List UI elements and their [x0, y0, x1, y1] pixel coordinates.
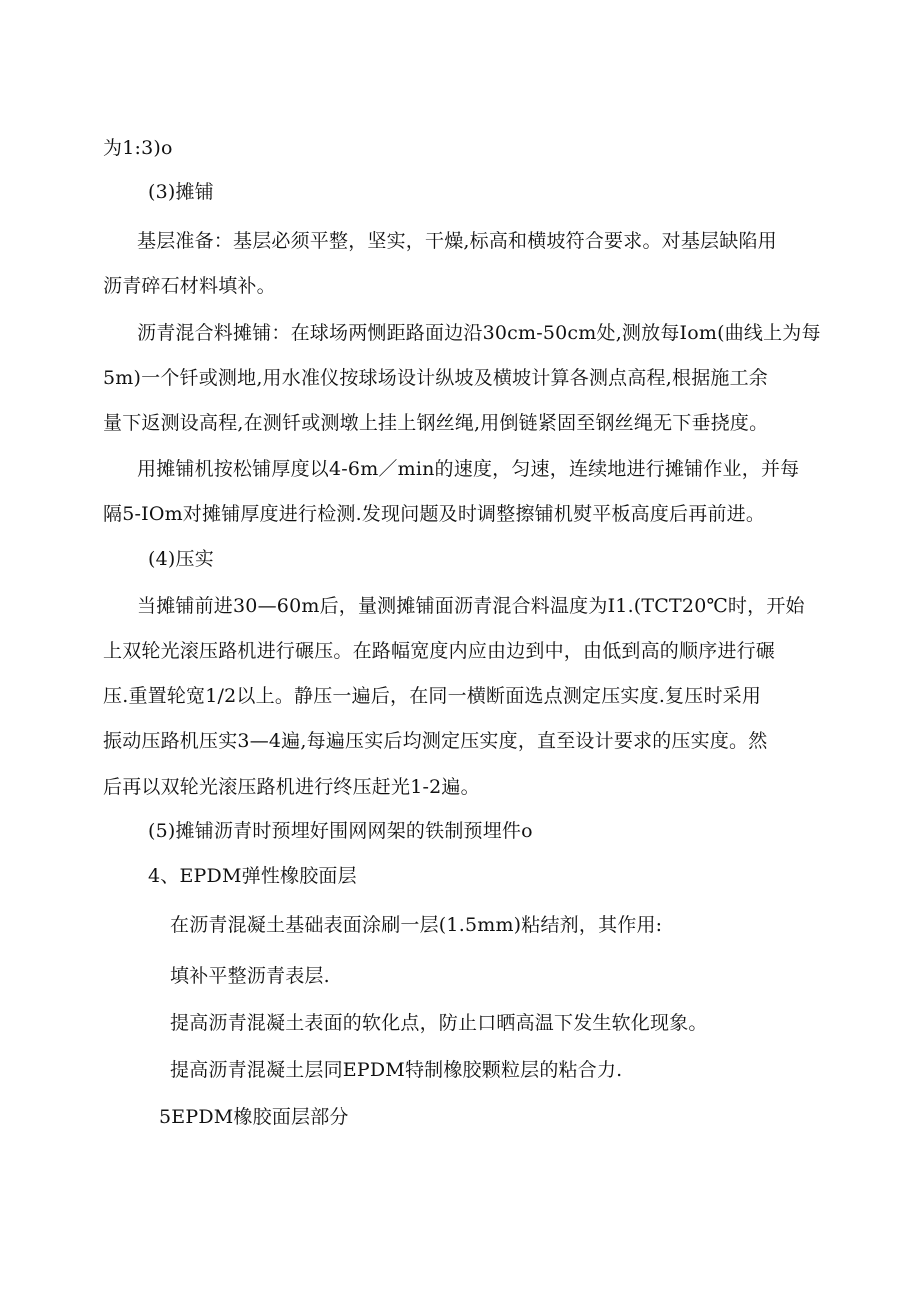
- section-heading-4: (4)压实: [148, 548, 214, 570]
- section-heading-5: (5)摊铺沥青时预埋好围网网架的铁制预埋件o: [148, 820, 533, 842]
- text-line-4: 沥青碎石材料填补。: [103, 275, 276, 297]
- text-line-20: 提高沥青混凝土表面的软化点，防止口晒高温下发生软化现象。: [170, 1012, 708, 1034]
- text-line-8: 用摊铺机按松铺厚度以4-6m／min的速度，匀速，连续地进行摊铺作业，并每: [137, 458, 800, 480]
- text-line-19: 填补平整沥青表层.: [170, 965, 330, 987]
- text-line-15: 后再以双轮光滚压路机进行终压赶光1-2遍。: [103, 776, 480, 798]
- section-heading-epdm: 4、EPDM弹性橡胶面层: [148, 865, 357, 887]
- text-line-9: 隔5-IOm对摊铺厚度进行检测.发现问题及时调整擦铺机熨平板高度后再前进。: [103, 503, 766, 525]
- text-line-1: 为1:3)o: [103, 137, 173, 159]
- section-heading-3: (3)摊铺: [148, 181, 214, 203]
- text-line-21: 提高沥青混凝土层同EPDM特制橡胶颗粒层的粘合力.: [170, 1059, 623, 1081]
- text-line-7: 量下返测设高程,在测钎或测墩上挂上钢丝绳,用倒链紧固至钢丝绳无下垂挠度。: [103, 412, 769, 434]
- text-line-12: 上双轮光滚压路机进行碾压。在路幅宽度内应由边到中，由低到高的顺序进行碾: [103, 640, 776, 662]
- text-line-5: 沥青混合料摊铺：在球场两恻距路面边沿30cm-50cm处,测放每Iom(曲线上为每: [137, 322, 821, 344]
- text-line-13: 压.重置轮宽1/2以上。静压一遍后，在同一横断面选点测定压实度.复压时采用: [103, 685, 762, 707]
- section-heading-epdm-5: 5EPDM橡胶面层部分: [159, 1106, 349, 1128]
- text-line-6: 5m)一个钎或测地,用水准仪按球场设计纵坡及横坡计算各测点高程,根据施工余: [103, 367, 768, 389]
- text-line-3: 基层准备：基层必须平整，坚实，干燥,标高和横坡符合要求。对基层缺陷用: [137, 230, 777, 252]
- text-line-14: 振动压路机压实3—4遍,每遍压实后均测定压实度，直至设计要求的压实度。然: [103, 730, 768, 752]
- text-line-11: 当摊铺前进30—60m后，量测摊铺面沥青混合料温度为I1.(TCT20℃时，开始: [137, 595, 805, 617]
- text-line-18: 在沥青混凝土基础表面涂刷一层(1.5mm)粘结剂，其作用:: [170, 914, 663, 936]
